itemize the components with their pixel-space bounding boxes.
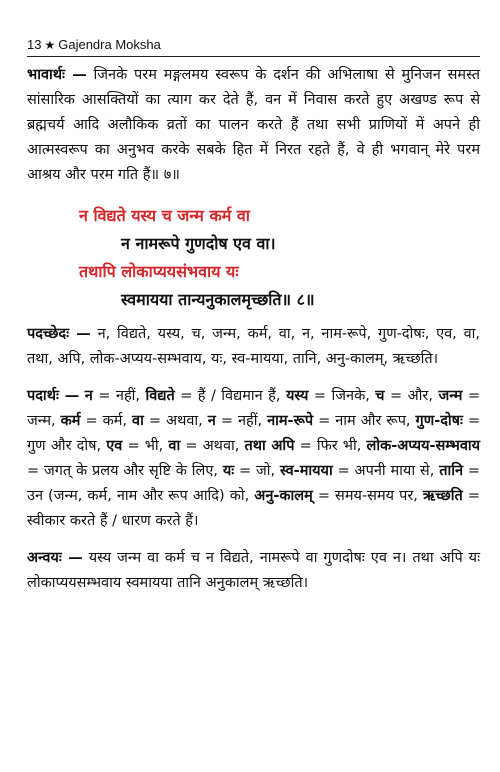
padarth-word: वा [168, 438, 181, 454]
padarth-word: स्व-मायया [279, 463, 333, 479]
running-head [27, 36, 480, 54]
padarth-word: न [207, 413, 216, 429]
padarth-word: एव [106, 438, 123, 454]
anvay-text: यस्य जन्म वा कर्म च न विद्यते, नामरूपे वा गुणदोषः एव न। तथा अपि यः लोकाप्ययसम्भवाय स्वमायया तानि अनुकालम् ऋच्छति। [27, 550, 480, 591]
padarth-meaning: = और, [389, 388, 433, 404]
book-title: Gajendra Moksha [58, 37, 161, 52]
verse-line-1: न विद्यते यस्य च जन्म कर्म वा [79, 206, 250, 225]
padarth-word: तानि [439, 463, 464, 479]
padarth-meaning: = जन्म, [27, 388, 481, 429]
sanskrit-verse [27, 202, 480, 314]
padarth-paragraph [27, 384, 480, 534]
padched-label: पदच्छेदः — [27, 326, 91, 342]
padarth-word: ऋच्छति [422, 488, 463, 504]
padarth-word: यस्य [285, 388, 309, 404]
padarth-word: नाम-रूपे [267, 413, 314, 429]
bhavarth-paragraph [27, 63, 480, 188]
bhavarth-label: भावार्थः — [27, 67, 87, 83]
padarth-meaning: = भी, [127, 438, 164, 454]
padarth-meaning: = अथवा, [185, 438, 240, 454]
padarth-word: च [375, 388, 385, 404]
padarth-word: वा [132, 413, 144, 429]
padarth-meaning: = जो, [239, 463, 276, 479]
padarth-word: विद्यते [145, 388, 175, 404]
padarth-label: पदार्थः — [27, 388, 80, 404]
padarth-meaning: = जगत् के प्रलय और सृष्टि के लिए, [27, 463, 218, 479]
padarth-meaning: = जिनके, [313, 388, 370, 404]
padarth-meaning: = अथवा, [148, 413, 203, 429]
padarth-meaning: = अपनी माया से, [337, 463, 435, 479]
padarth-meaning: = नहीं, [98, 388, 141, 404]
verse-line-4: स्वमायया तान्यनुकालमृच्छति॥ ८॥ [121, 290, 315, 309]
padarth-meaning: = गुण और दोष, [27, 413, 481, 454]
padched-text: न, विद्यते, यस्य, च, जन्म, कर्म, वा, न, नाम-रूपे, गुण-दोषः, एव, वा, तथा, अपि, लोक-अप्यय-सम्भवाय, यः, स्व-मायया, तानि, अनु-कालम्, ऋच्छति। [27, 326, 480, 367]
header-rule [27, 56, 480, 57]
verse-line-3: तथापि लोकाप्ययसंभवाय यः [79, 262, 239, 281]
verse-line-2: न नामरूपे गुणदोष एव वा। [121, 234, 276, 253]
star-icon: ★ [44, 38, 56, 52]
padarth-meaning: = समय-समय पर, [317, 488, 418, 504]
padarth-word: अनु-कालम् [254, 488, 313, 504]
anvay-paragraph [27, 546, 480, 596]
padarth-word: कर्म [60, 413, 81, 429]
padarth-meaning: = फिर भी, [299, 438, 362, 454]
bhavarth-text: जिनके परम मङ्गलमय स्वरूप के दर्शन की अभिलाषा से मुनिजन समस्त सांसारिक आसक्तियों का त्याग कर देते हैं, वन में निवास करते हुए अखण्ड रूप से ब्रह्मचर्य आदि अलौकिक व्रतों का पालन करते हैं तथा सभी प्राणियों में अपने ही आत्मस्वरूप का अनुभव करके सबके हित में निरत रहते हैं, वे ही भगवान् मेरे परम आश्रय और परम गति हैं॥ ७॥ [27, 67, 480, 183]
padarth-word: न [84, 388, 93, 404]
anvay-label: अन्वयः — [27, 550, 83, 566]
padarth-word: जन्म [438, 388, 463, 404]
padarth-meaning: = नाम और रूप, [318, 413, 411, 429]
padarth-meaning: = स्वीकार करते हैं / धारण करते हैं। [27, 488, 480, 529]
padarth-meaning: = उन (जन्म, कर्म, नाम और रूप आदि) को, [27, 463, 481, 504]
padched-paragraph [27, 322, 480, 372]
padarth-meaning: = कर्म, [85, 413, 128, 429]
padarth-meaning: = हैं / विद्यमान हैं, [180, 388, 281, 404]
padarth-word: लोक-अप्यय-सम्भवाय [366, 438, 481, 454]
padarth-word: यः [222, 463, 235, 479]
padarth-meaning: = नहीं, [220, 413, 263, 429]
page-number: 13 [27, 37, 42, 52]
padarth-word: गुण-दोषः [415, 413, 463, 429]
padarth-word: तथा अपि [244, 438, 295, 454]
